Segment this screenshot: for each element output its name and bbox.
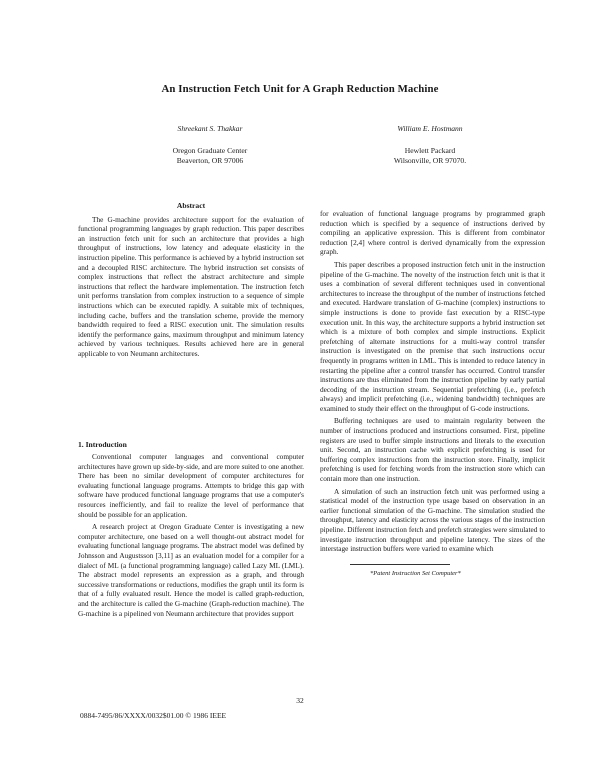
body-paragraph: Buffering techniques are used to maintain regularity between the number of instructions produced and instructions consumed. First, pipeline registers are used to buffer simple instructions and literals to the execution unit. Second, an instruction cache with explicit prefetching is used for buffering complex instructions from the instruction store. Finally, implicit prefetching is used for fetching words from the instruction store which can contain more than one instruction. bbox=[320, 416, 545, 484]
body-paragraph: A simulation of such an instruction fetch unit was performed using a statistical model of the instruction type usage based on observation in an earlier functional simulation of the G-machine. The simulation studied the throughput, latency and elasticity across the various stages of the instruction pipeline. Different instruction fetch and prefetch strategies were simulated to investigate instruction throughput and pipeline latency. The sizes of the interstage instruction buffers were varied to examine which bbox=[320, 486, 545, 554]
author-affiliation: Oregon Graduate Center bbox=[172, 145, 248, 155]
footnote: *Patent Instruction Set Computer* bbox=[370, 569, 461, 577]
body-paragraph: This paper describes a proposed instruction fetch unit in the instruction pipeline of the G-machine. The novelty of the instruction fetch unit is that it uses a combination of several different techniques used in conventional architectures to increase the throughput of the number of instructions fetched and executed. Hardware translation of G-machine (complex) instructions to simple instructions is done to provide fast execution by a RISC-type execution unit. In this way, the architecture supports a hybrid instruction set which is a mixture of both complex and simple instructions. Explicit prefetching of alternate instructions for a multi-way control transfer instruction is investigated on the premise that such instructions occur frequently in programs written in LML. This is intended to reduce latency in restarting the pipeline after a control transfer has occurred. Control transfer instructions are thus eliminated from the instruction pipeline by early partial decoding of the instruction stream. Sequential prefetching (i.e., prefetch always) and implicit prefetching (i.e., widening bandwidth) techniques are examined to study their effect on the throughput of G-code instructions. bbox=[320, 259, 545, 413]
section-heading: 1. Introduction bbox=[78, 439, 127, 449]
author-block-1 bbox=[140, 124, 280, 167]
abstract-heading: Abstract bbox=[176, 201, 206, 210]
column-gap bbox=[78, 362, 304, 440]
page-number: 32 bbox=[296, 696, 304, 705]
author-block-2 bbox=[355, 124, 505, 167]
author-name: Shreekant S. Thakkar bbox=[177, 124, 243, 133]
right-column bbox=[320, 209, 545, 578]
abstract-text: The G-machine provides architecture support for the evaluation of functional programming languages by graph reduction. This paper describes an instruction fetch unit for such an architecture that provides a high throughput of instructions, low latency and adequate elasticity in the instruction pipeline. This performance is achieved by a hybrid instruction set and a decoupled RISC architecture. The hybrid instruction set consists of complex instructions that reflect the abstract architecture and simple instructions that reflect the hardware implementation. The instruction fetch unit performs translation from complex instruction to a sequence of simple instructions which can be executed rapidly. A suitable mix of techniques, including cache, buffers and the translation scheme, provide the memory bandwidth required to feed a RISC execution unit. The simulation results identify the performance gains, maximum throughput and minimum latency achieved by various techniques. Results achieved here are in general applicable to von Neumann architectures. bbox=[78, 214, 304, 358]
author-location: Wilsonville, OR 97070. bbox=[393, 156, 467, 166]
author-location: Beaverton, OR 97006 bbox=[176, 156, 244, 166]
copyright-line: 0884-7495/86/XXXX/0032$01.00 © 1986 IEEE bbox=[80, 711, 227, 720]
left-column bbox=[78, 201, 304, 621]
body-paragraph: for evaluation of functional language programs by programmed graph reduction which is specified by a sequence of instructions derived by compiling an applicative expression. This is different from combinator reduction [2,4] where control is derived dynamically from the expression graph. bbox=[320, 209, 545, 257]
body-paragraph: A research project at Oregon Graduate Center is investigating a new computer architecture, one based on a well thought-out abstract model for evaluating functional language programs. The abstract model was defined by Johnsson and Augustsson [3,11] as an evaluation model for a compiler for a dialect of ML (a functional programming language) called Lazy ML (LML). The abstract model represents an expression as a graph, and through successive transformations or reductions, modifies the graph until its form is that of a fully evaluated result. Hence the model is called graph-reduction, and the architecture is called the G-machine (Graph-reduction machine). The G-machine is a pipelined von Neumann architecture that provides support bbox=[78, 522, 304, 618]
footnote-rule bbox=[350, 564, 450, 565]
author-affiliation: Hewlett Packard bbox=[404, 145, 456, 155]
paper-title: An Instruction Fetch Unit for A Graph Reduction Machine bbox=[161, 83, 439, 95]
body-paragraph: Conventional computer languages and conventional computer architectures have grown up side-by-side, and are more suited to one another. There has been no similar development of computer architectures for evaluating functional language programs. Attempts to bridge this gap with software have produced functional language programs that use a computer's resources inefficiently, and fail to realize the level of performance that should be possible for an application. bbox=[78, 452, 304, 519]
author-name: William E. Hostmann bbox=[397, 124, 463, 133]
